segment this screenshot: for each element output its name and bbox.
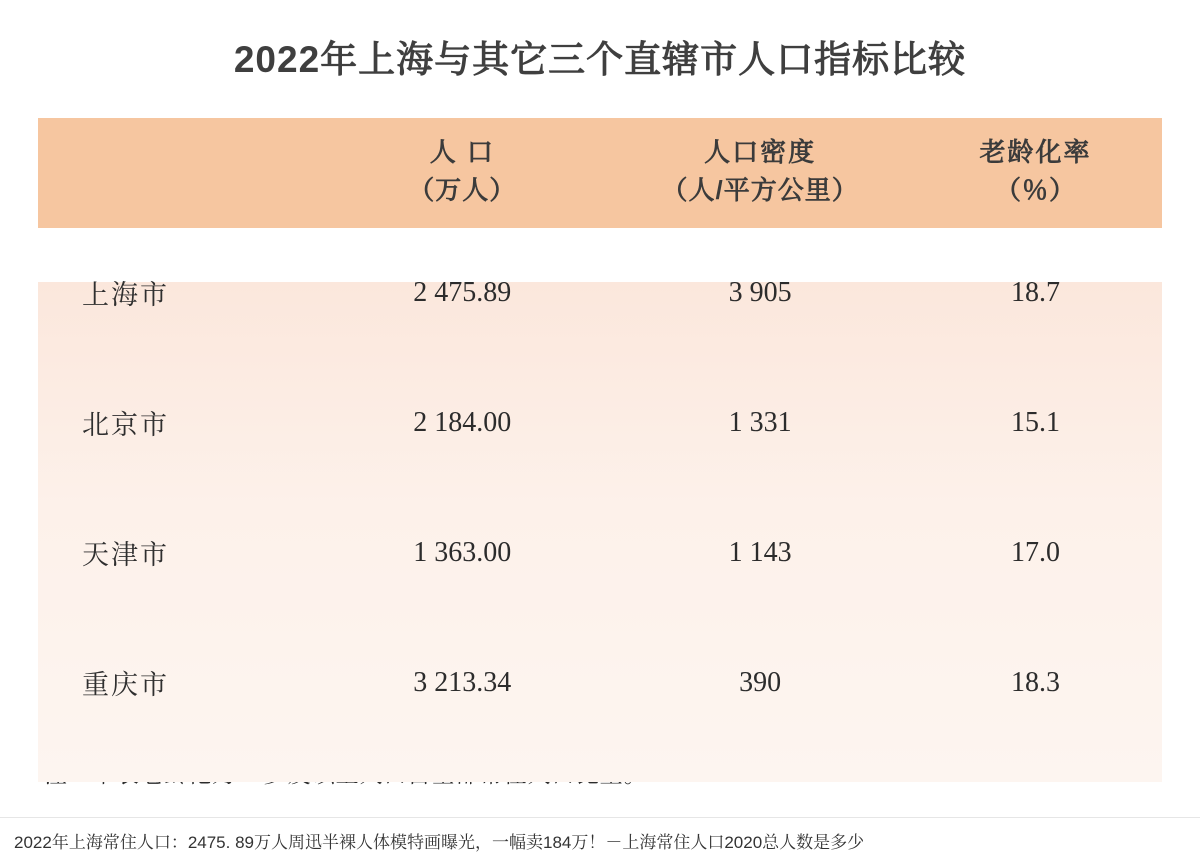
cell-population: 1 363.00 (413, 536, 512, 568)
cell-city: 北京市 (82, 410, 169, 441)
column-header-density (611, 118, 909, 227)
cell-density: 1 143 (728, 536, 792, 568)
cell-population: 3 213.34 (413, 666, 512, 698)
column-header-density-line1: 人口密度 (704, 137, 817, 168)
cell-population: 2 475.89 (413, 276, 512, 308)
table-header (38, 118, 1162, 227)
column-header-aging (909, 118, 1162, 227)
table-row (38, 488, 1162, 618)
column-header-population (313, 118, 611, 227)
cell-population: 2 184.00 (413, 406, 512, 438)
column-header-aging-line2: （％） (995, 175, 1077, 206)
footer-caption: 2022年上海常住人口：2475. 89万人周迅半裸人体模特画曝光，一幅卖184万！－上海常住人口2020总人数是多少 (14, 832, 865, 852)
cell-aging: 18.3 (1011, 666, 1061, 698)
cell-city: 上海市 (82, 280, 169, 311)
cell-city: 重庆市 (82, 670, 169, 701)
cell-city: 天津市 (82, 540, 169, 571)
cell-aging: 18.7 (1011, 276, 1061, 308)
cell-density: 3 905 (728, 276, 792, 308)
table-container (38, 118, 1162, 747)
cell-aging: 17.0 (1011, 536, 1061, 568)
population-comparison-table (38, 118, 1162, 747)
cell-density: 1 331 (728, 406, 792, 438)
cell-density: 390 (739, 666, 782, 698)
table-header-row (38, 118, 1162, 227)
footer-bar (0, 817, 1200, 862)
cell-aging: 15.1 (1011, 406, 1061, 438)
column-header-aging-line1: 老龄化率 (979, 137, 1092, 168)
column-header-population-line1: 人 口 (429, 137, 495, 168)
table-body (38, 228, 1162, 748)
column-header-population-line2: （万人） (408, 175, 517, 206)
table-row (38, 358, 1162, 488)
table-row (38, 228, 1162, 358)
column-header-density-line2: （人/平方公里） (661, 175, 859, 206)
column-header-city (38, 118, 313, 227)
page-title: 2022年上海与其它三个直辖市人口指标比较 (233, 39, 967, 80)
table-row (38, 618, 1162, 748)
